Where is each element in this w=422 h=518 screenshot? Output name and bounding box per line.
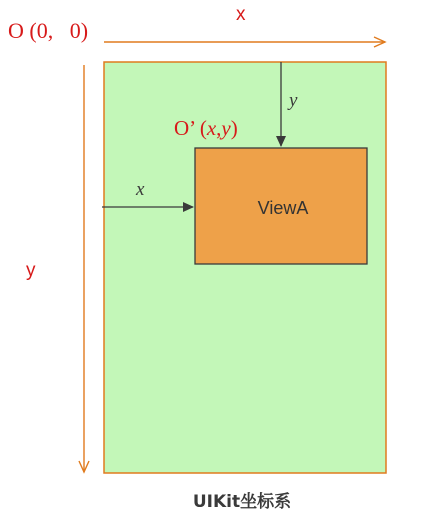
view-origin-label: O’ (x,y) (174, 116, 238, 140)
screen-x-axis-label: x (236, 4, 246, 25)
origin-label: O (0, 0) (8, 18, 89, 43)
view-a-label: ViewA (257, 198, 309, 218)
screen-rect (104, 62, 386, 473)
caption: UIKit坐标系 (192, 492, 292, 512)
screen-y-axis-label: y (26, 260, 36, 281)
offset-y-label: y (289, 90, 298, 111)
offset-x-label: x (136, 179, 145, 200)
